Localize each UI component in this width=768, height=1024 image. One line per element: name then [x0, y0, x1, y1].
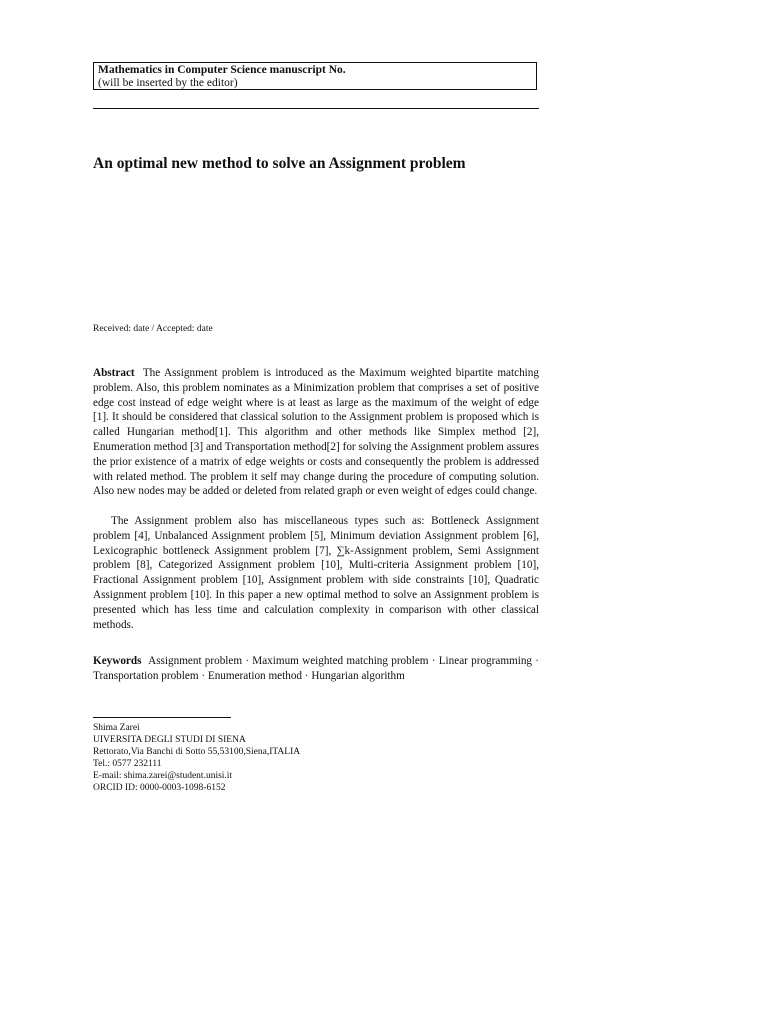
editor-note: (will be inserted by the editor)	[98, 77, 238, 89]
abstract-label: Abstract	[93, 367, 135, 379]
abstract-paragraph	[93, 366, 539, 499]
received-date: Received: date / Accepted: date	[93, 324, 213, 334]
author-orcid: ORCID ID: 0000-0003-1098-6152	[93, 783, 226, 793]
keywords-paragraph	[93, 654, 539, 684]
abstract-second-paragraph: The Assignment problem also has miscellaneous types such as: Bottleneck Assignment problem [4], Unbalanced Assignment problem [5], Minimum deviation Assignment problem [6], Lexicographic bottleneck Assignment problem [7], ∑k-Assignment problem, Semi Assignment problem [8], Categorized Assignment problem [10], Multi-criteria Assignment problem [10], Fractional Assignment problem [10], Assignment problem with side constraints [10], Quadratic Assignment problem [10]. In this paper a new optimal method to solve an Assignment problem is presented which has less time and calculation complexity in comparison with other classical methods.	[93, 515, 539, 631]
author-affiliation	[93, 722, 300, 794]
abstract-text: The Assignment problem is introduced as the Maximum weighted bipartite matching problem. Also, this problem nominates as a Minimization problem that comprises a set of positive edge cost instead of edge weight where is at least as large as the maximum of the weight of edge [1]. It should be considered that classical solution to the Assignment problem is proposed which is called Hungarian method[1]. This algorithm and other methods like Simplex method [2], Enumeration method [3] and Transportation method[2] for solving the Assignment problem assures the prior existence of a matrix of edge weights or costs and consequently the problem is addressed with related method. The problem it self may change during the procedure of computing solution. Also new nodes may be added or deleted from related graph or even weight of edges could change.	[93, 367, 539, 498]
header-rule	[93, 108, 539, 109]
author-institution: UIVERSITA DEGLI STUDI DI SIENA	[93, 735, 246, 745]
author-email: E-mail: shima.zarei@student.unisi.it	[93, 771, 233, 781]
keywords-label: Keywords	[93, 655, 142, 667]
keywords-text: Assignment problem · Maximum weighted matching problem · Linear programming · Transportation problem · Enumeration method · Hungarian algorithm	[93, 655, 539, 682]
author-tel: Tel.: 0577 232111	[93, 759, 162, 769]
author-name: Shima Zarei	[93, 723, 140, 733]
footnote-rule	[93, 717, 231, 718]
journal-line: Mathematics in Computer Science manuscript No.	[98, 64, 346, 76]
paper-title: An optimal new method to solve an Assignment problem	[93, 155, 466, 172]
author-address: Rettorato,Via Banchi di Sotto 55,53100,Siena,ITALIA	[93, 747, 301, 757]
journal-header-box	[93, 62, 537, 90]
